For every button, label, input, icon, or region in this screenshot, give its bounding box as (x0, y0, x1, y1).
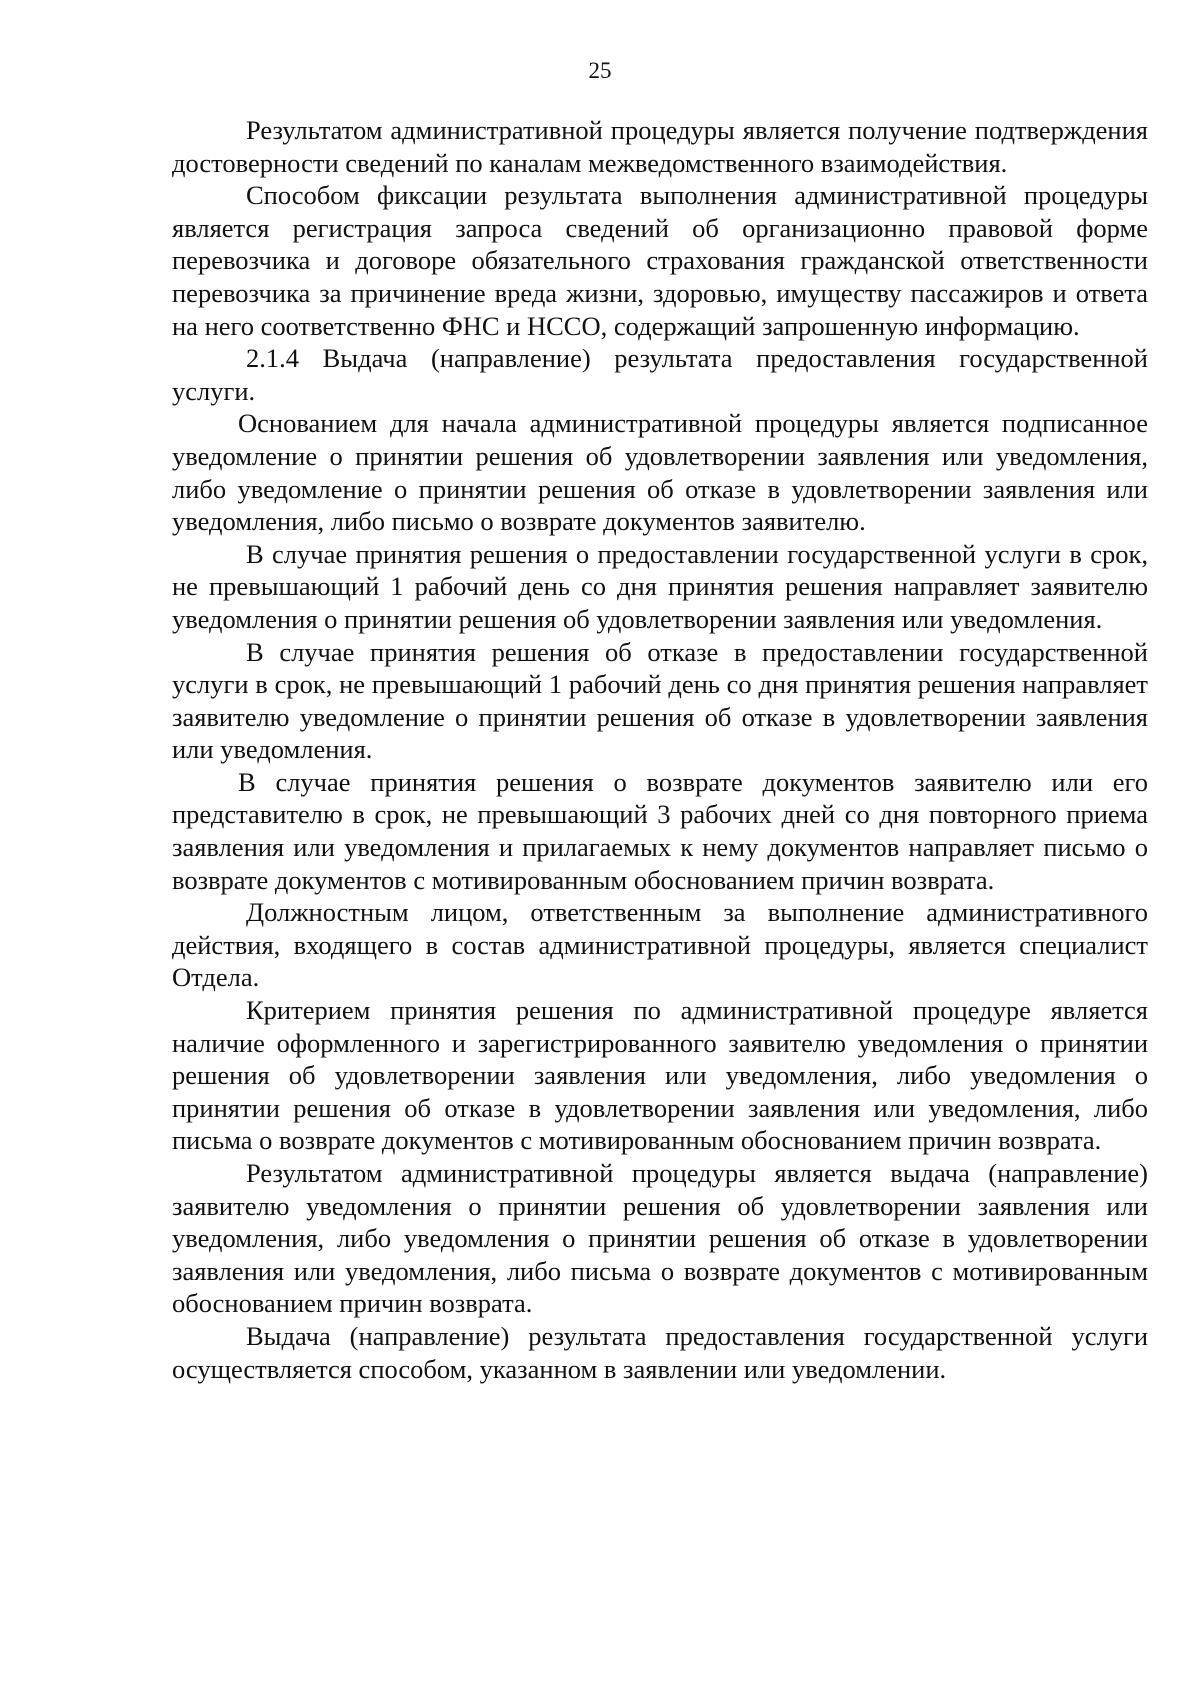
paragraph-result-confirmation: Результатом административной процедуры является получение подтверждения достоверности сведений по каналам межведомственного взаимодействия. (172, 115, 1148, 178)
paragraph-responsible-official: Должностным лицом, ответственным за выполнение административного действия, входящего в состав административной процедуры, является специалист Отдела. (172, 897, 1148, 993)
paragraph-delivery-method: Выдача (направление) результата предоставления государственной услуги осуществляется способом, указанном в заявлении или уведомлении. (172, 1320, 1148, 1384)
paragraph-positive-decision: В случае принятия решения о предоставлении государственной услуги в срок, не превышающий 1 рабочий день со дня принятия решения направляет заявителю уведомления о принятии решения об удовлетворении заявления или уведомления. (172, 538, 1148, 634)
paragraph-procedure-result: Результатом административной процедуры является выдача (направление) заявителю уведомления о принятии решения об удовлетворении заявления или уведомления, либо уведомления о принятии решения об отказе в удовлетворении заявления или уведомления, либо письма о возврате документов с мотивированным обоснованием причин возврата. (172, 1158, 1148, 1319)
paragraph-fixation-method: Способом фиксации результата выполнения административной процедуры является регистрация запроса сведений об организационно правовой форме перевозчика и договоре обязательного страхования гражданской ответственности перевозчика за причинение вреда жизни, здоровью, имуществу пассажиров и ответа на него соответственно ФНС и НССО, содержащий запрошенную информацию. (172, 180, 1148, 341)
paragraph-decision-criterion: Критерием принятия решения по административной процедуре является наличие оформленного и зарегистрированного заявителю уведомления о принятии решения об удовлетворении заявления или уведомления, либо уведомления о принятии решения об отказе в удовлетворении заявления или уведомления, либо письма о возврате документов с мотивированным обоснованием причин возврата. (172, 995, 1148, 1156)
document-body (172, 114, 1148, 1385)
paragraph-refusal-decision: В случае принятия решения об отказе в предоставлении государственной услуги в срок, не превышающий 1 рабочий день со дня принятия решения направляет заявителю уведомление о принятии решения об отказе в удовлетворении заявления или уведомления. (172, 636, 1148, 765)
paragraph-procedure-basis: Основанием для начала административной процедуры является подписанное уведомление о принятии решения об удовлетворении заявления или уведомления, либо уведомление о принятии решения об отказе в удовлетворении заявления или уведомления, либо письмо о возврате документов заявителю. (172, 408, 1148, 537)
paragraph-document-return: В случае принятия решения о возврате документов заявителю или его представителю в срок, не превышающий 3 рабочих дней со дня повторного приема заявления или уведомления и прилагаемых к нему документов направляет письмо о возврате документов с мотивированным обоснованием причин возврата. (172, 766, 1148, 895)
section-heading-2-1-4: 2.1.4 Выдача (направление) результата предоставления государственной услуги. (172, 343, 1148, 406)
page-number: 25 (588, 58, 612, 83)
